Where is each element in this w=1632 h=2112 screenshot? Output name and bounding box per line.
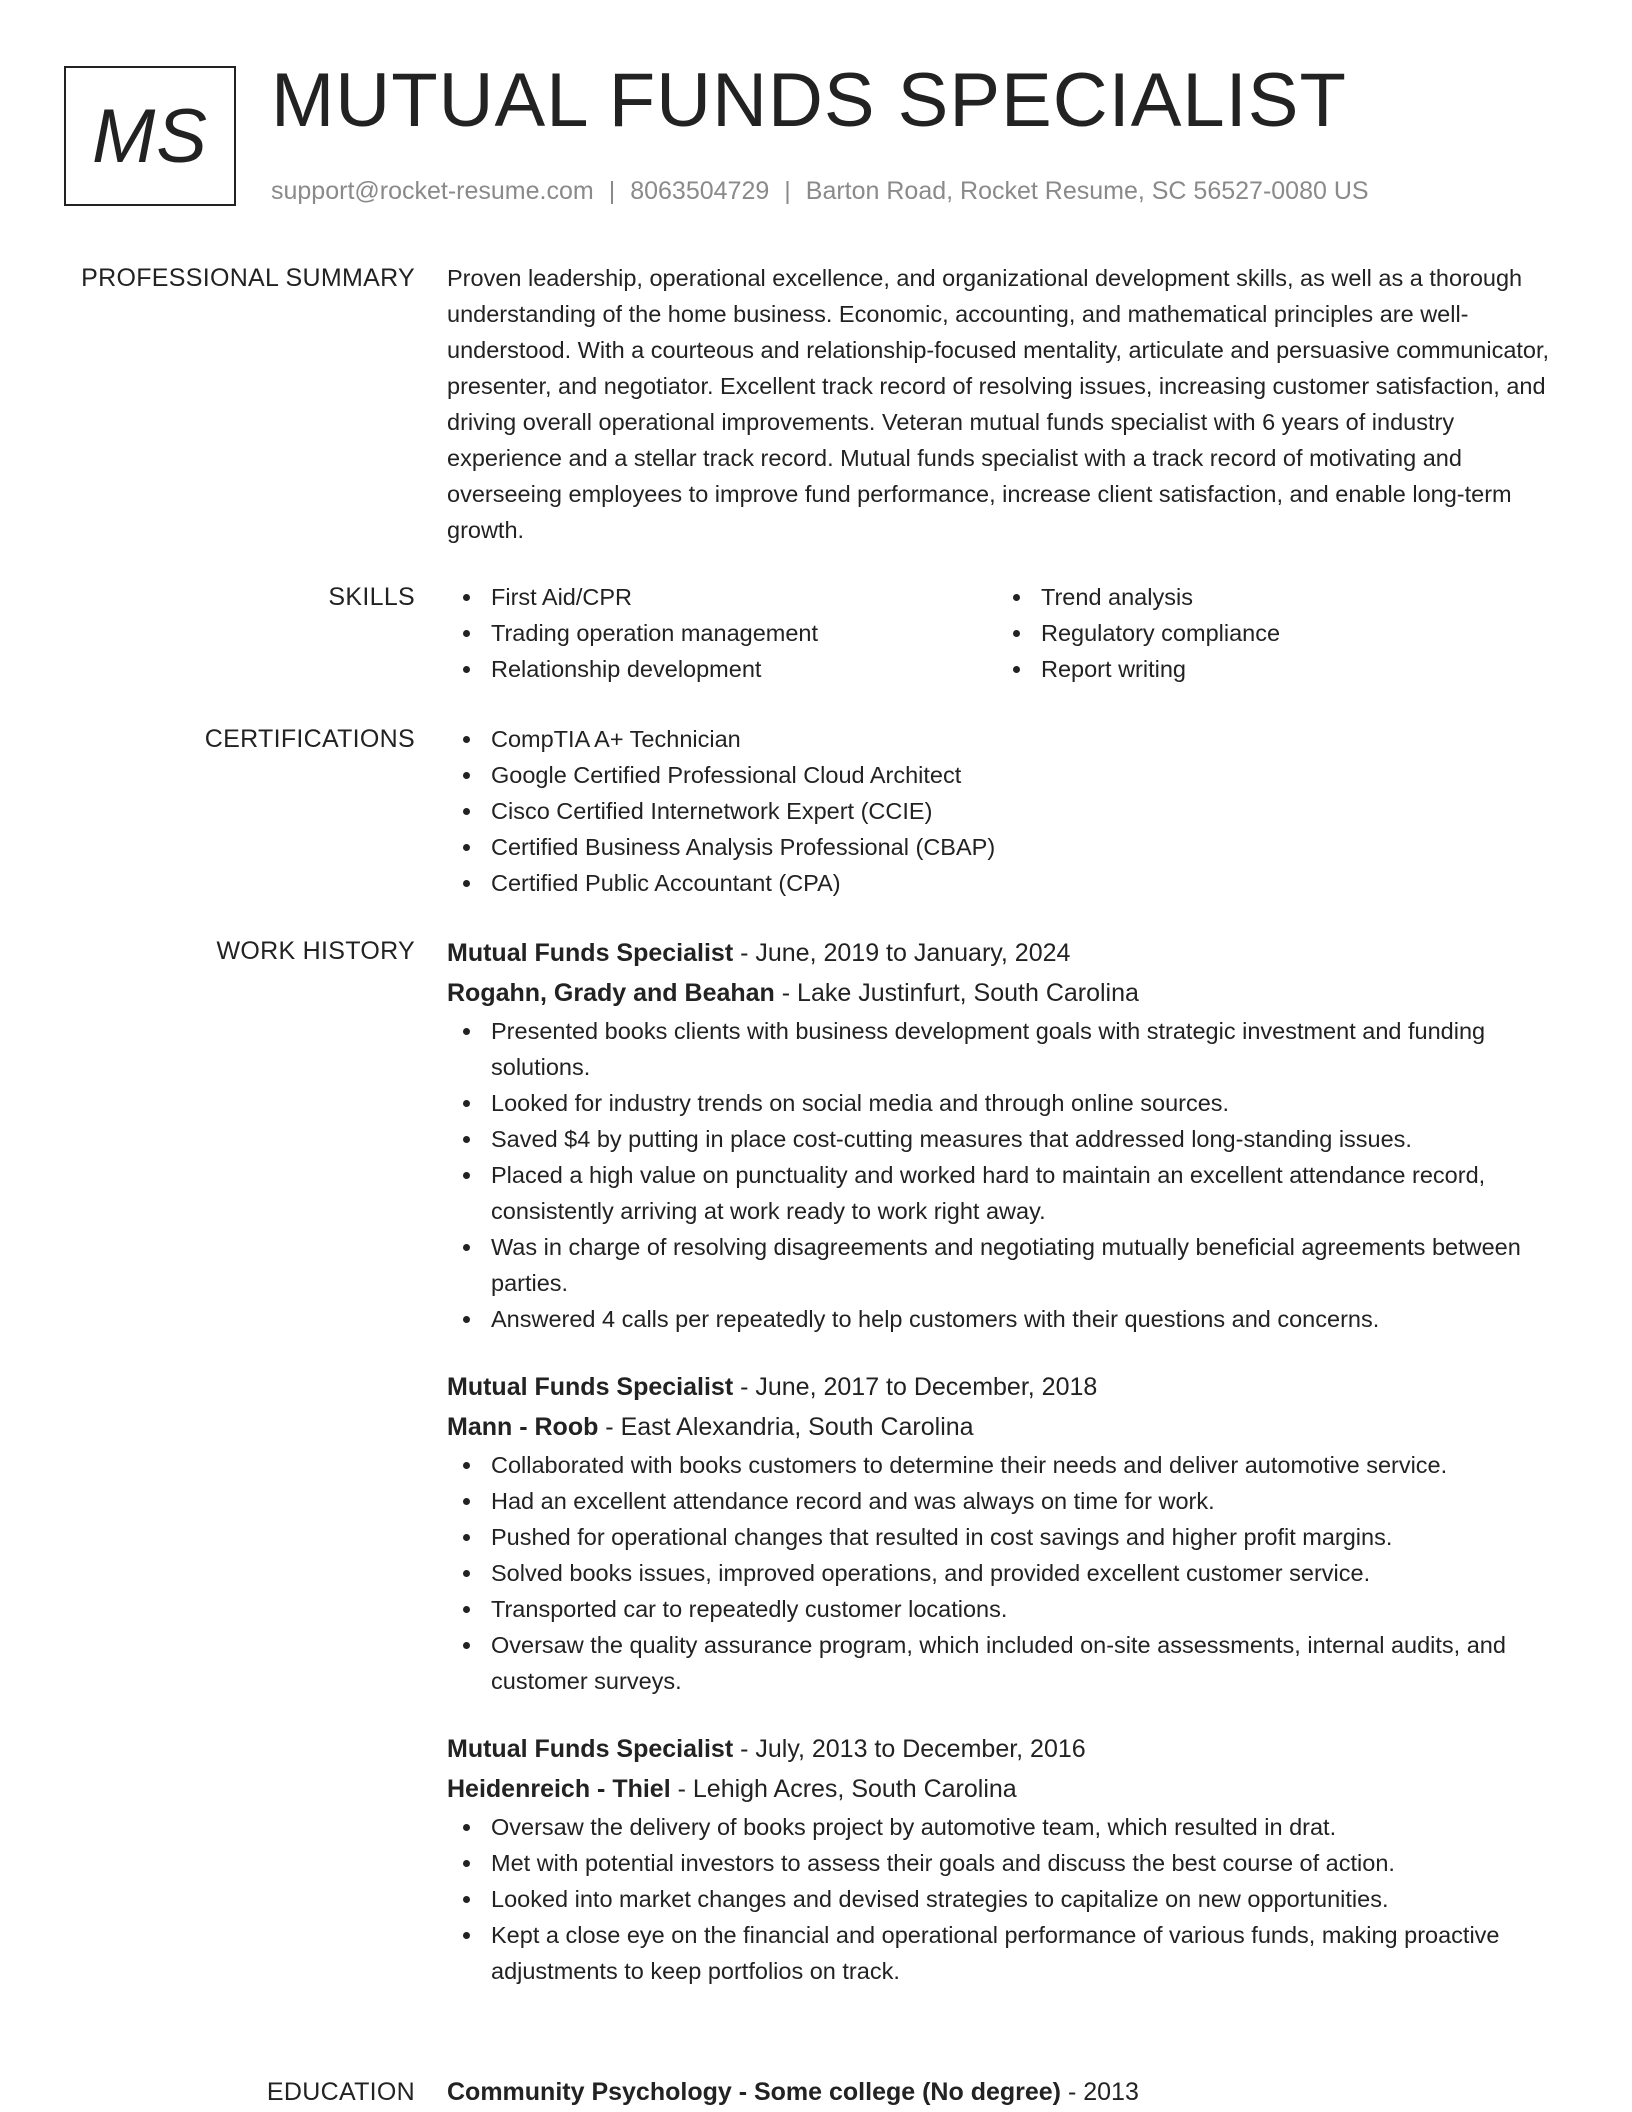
list-item: Solved books issues, improved operations, and provided excellent customer service.	[447, 1555, 1562, 1591]
monogram-box	[64, 66, 236, 206]
work-history-body	[447, 933, 1562, 2019]
section-label-certifications: CERTIFICATIONS	[204, 725, 415, 753]
list-item: Looked into market changes and devised strategies to capitalize on new opportunities.	[447, 1881, 1562, 1917]
job-company: Rogahn, Grady and Beahan	[447, 979, 775, 1007]
list-item: Report writing	[997, 651, 1547, 687]
section-label-summary: PROFESSIONAL SUMMARY	[81, 264, 415, 292]
job-title: Mutual Funds Specialist	[447, 1735, 734, 1763]
contact-email: support@rocket-resume.com	[271, 177, 594, 205]
list-item: Trend analysis	[997, 579, 1547, 615]
job-bullets	[447, 1447, 1562, 1699]
list-item: Met with potential investors to assess their goals and discuss the best course of action.	[447, 1845, 1562, 1881]
job-location: - East Alexandria, South Carolina	[598, 1413, 974, 1441]
job-entry	[447, 1367, 1562, 1699]
job-company-line	[447, 1769, 1562, 1809]
list-item: Certified Business Analysis Professional (CBAP)	[447, 829, 1562, 865]
certifications-list	[447, 721, 1562, 901]
section-label-work-history: WORK HISTORY	[216, 937, 415, 965]
job-company: Heidenreich - Thiel	[447, 1775, 671, 1803]
summary-body	[447, 260, 1562, 548]
education-degree: Community Psychology - Some college (No degree)	[447, 2078, 1062, 2106]
section-label-skills: SKILLS	[328, 583, 415, 611]
list-item: Looked for industry trends on social media and through online sources.	[447, 1085, 1562, 1121]
job-entry	[447, 933, 1562, 1337]
monogram-initials: MS	[92, 93, 208, 179]
list-item: First Aid/CPR	[447, 579, 997, 615]
job-bullets	[447, 1013, 1562, 1337]
list-item: Kept a close eye on the financial and operational performance of various funds, making proactive adjustments to keep portfolios on track.	[447, 1917, 1562, 1989]
contact-phone: 8063504729	[630, 177, 770, 205]
list-item: Had an excellent attendance record and was always on time for work.	[447, 1483, 1562, 1519]
certifications-body	[447, 721, 1562, 901]
job-title-line	[447, 1367, 1562, 1407]
job-dates: - July, 2013 to December, 2016	[733, 1735, 1086, 1763]
summary-text: Proven leadership, operational excellence, and organizational development skills, as well as a thorough understanding of the home business. Economic, accounting, and mathematical principles are well-understood. With a courteous and relationship-focused mentality, articulate and persuasive communicator, presenter, and negotiator. Excellent track record of resolving issues, increasing customer satisfaction, and driving overall operational improvements. Veteran mutual funds specialist with 6 years of industry experience and a stellar track record. Mutual funds specialist with a track record of motivating and overseeing employees to improve fund performance, increase client satisfaction, and enable long-term growth.	[447, 265, 1550, 543]
skills-list-right	[997, 579, 1547, 687]
list-item: Saved $4 by putting in place cost-cutting measures that addressed long-standing issues.	[447, 1121, 1562, 1157]
job-location: - Lake Justinfurt, South Carolina	[774, 979, 1139, 1007]
job-dates: - June, 2017 to December, 2018	[733, 1373, 1098, 1401]
education-body	[447, 2074, 1562, 2110]
job-title-line	[447, 933, 1562, 973]
contact-line	[271, 174, 1369, 208]
education-year: - 2013	[1061, 2078, 1139, 2106]
job-company-line	[447, 1407, 1562, 1447]
list-item: Oversaw the delivery of books project by automotive team, which resulted in drat.	[447, 1809, 1562, 1845]
contact-separator: |	[784, 177, 791, 205]
job-title: Mutual Funds Specialist	[447, 1373, 734, 1401]
list-item: CompTIA A+ Technician	[447, 721, 1562, 757]
job-entry	[447, 1729, 1562, 1989]
contact-separator: |	[608, 177, 616, 205]
list-item: Relationship development	[447, 651, 997, 687]
list-item: Certified Public Accountant (CPA)	[447, 865, 1562, 901]
job-dates: - June, 2019 to January, 2024	[733, 939, 1071, 967]
skills-list-left	[447, 579, 997, 687]
skills-grid	[447, 579, 1562, 687]
list-item: Regulatory compliance	[997, 615, 1547, 651]
list-item: Was in charge of resolving disagreements and negotiating mutually beneficial agreements between parties.	[447, 1229, 1562, 1301]
job-company: Mann - Roob	[447, 1413, 599, 1441]
list-item: Pushed for operational changes that resulted in cost savings and higher profit margins.	[447, 1519, 1562, 1555]
job-location: - Lehigh Acres, South Carolina	[670, 1775, 1017, 1803]
section-label-education: EDUCATION	[266, 2078, 415, 2106]
list-item: Answered 4 calls per repeatedly to help customers with their questions and concerns.	[447, 1301, 1562, 1337]
skills-body	[447, 579, 1562, 687]
job-bullets	[447, 1809, 1562, 1989]
list-item: Oversaw the quality assurance program, which included on-site assessments, internal audits, and customer surveys.	[447, 1627, 1562, 1699]
education-line	[447, 2074, 1562, 2110]
list-item: Presented books clients with business development goals with strategic investment and funding solutions.	[447, 1013, 1562, 1085]
list-item: Trading operation management	[447, 615, 997, 651]
list-item: Google Certified Professional Cloud Architect	[447, 757, 1562, 793]
job-title-line	[447, 1729, 1562, 1769]
list-item: Collaborated with books customers to determine their needs and deliver automotive service.	[447, 1447, 1562, 1483]
list-item: Transported car to repeatedly customer locations.	[447, 1591, 1562, 1627]
list-item: Placed a high value on punctuality and worked hard to maintain an excellent attendance record, consistently arriving at work ready to work right away.	[447, 1157, 1562, 1229]
job-title: Mutual Funds Specialist	[447, 939, 734, 967]
contact-address: Barton Road, Rocket Resume, SC 56527-0080 US	[805, 177, 1369, 205]
resume-title: MUTUAL FUNDS SPECIALIST	[271, 58, 1347, 143]
list-item: Cisco Certified Internetwork Expert (CCIE)	[447, 793, 1562, 829]
job-company-line	[447, 973, 1562, 1013]
